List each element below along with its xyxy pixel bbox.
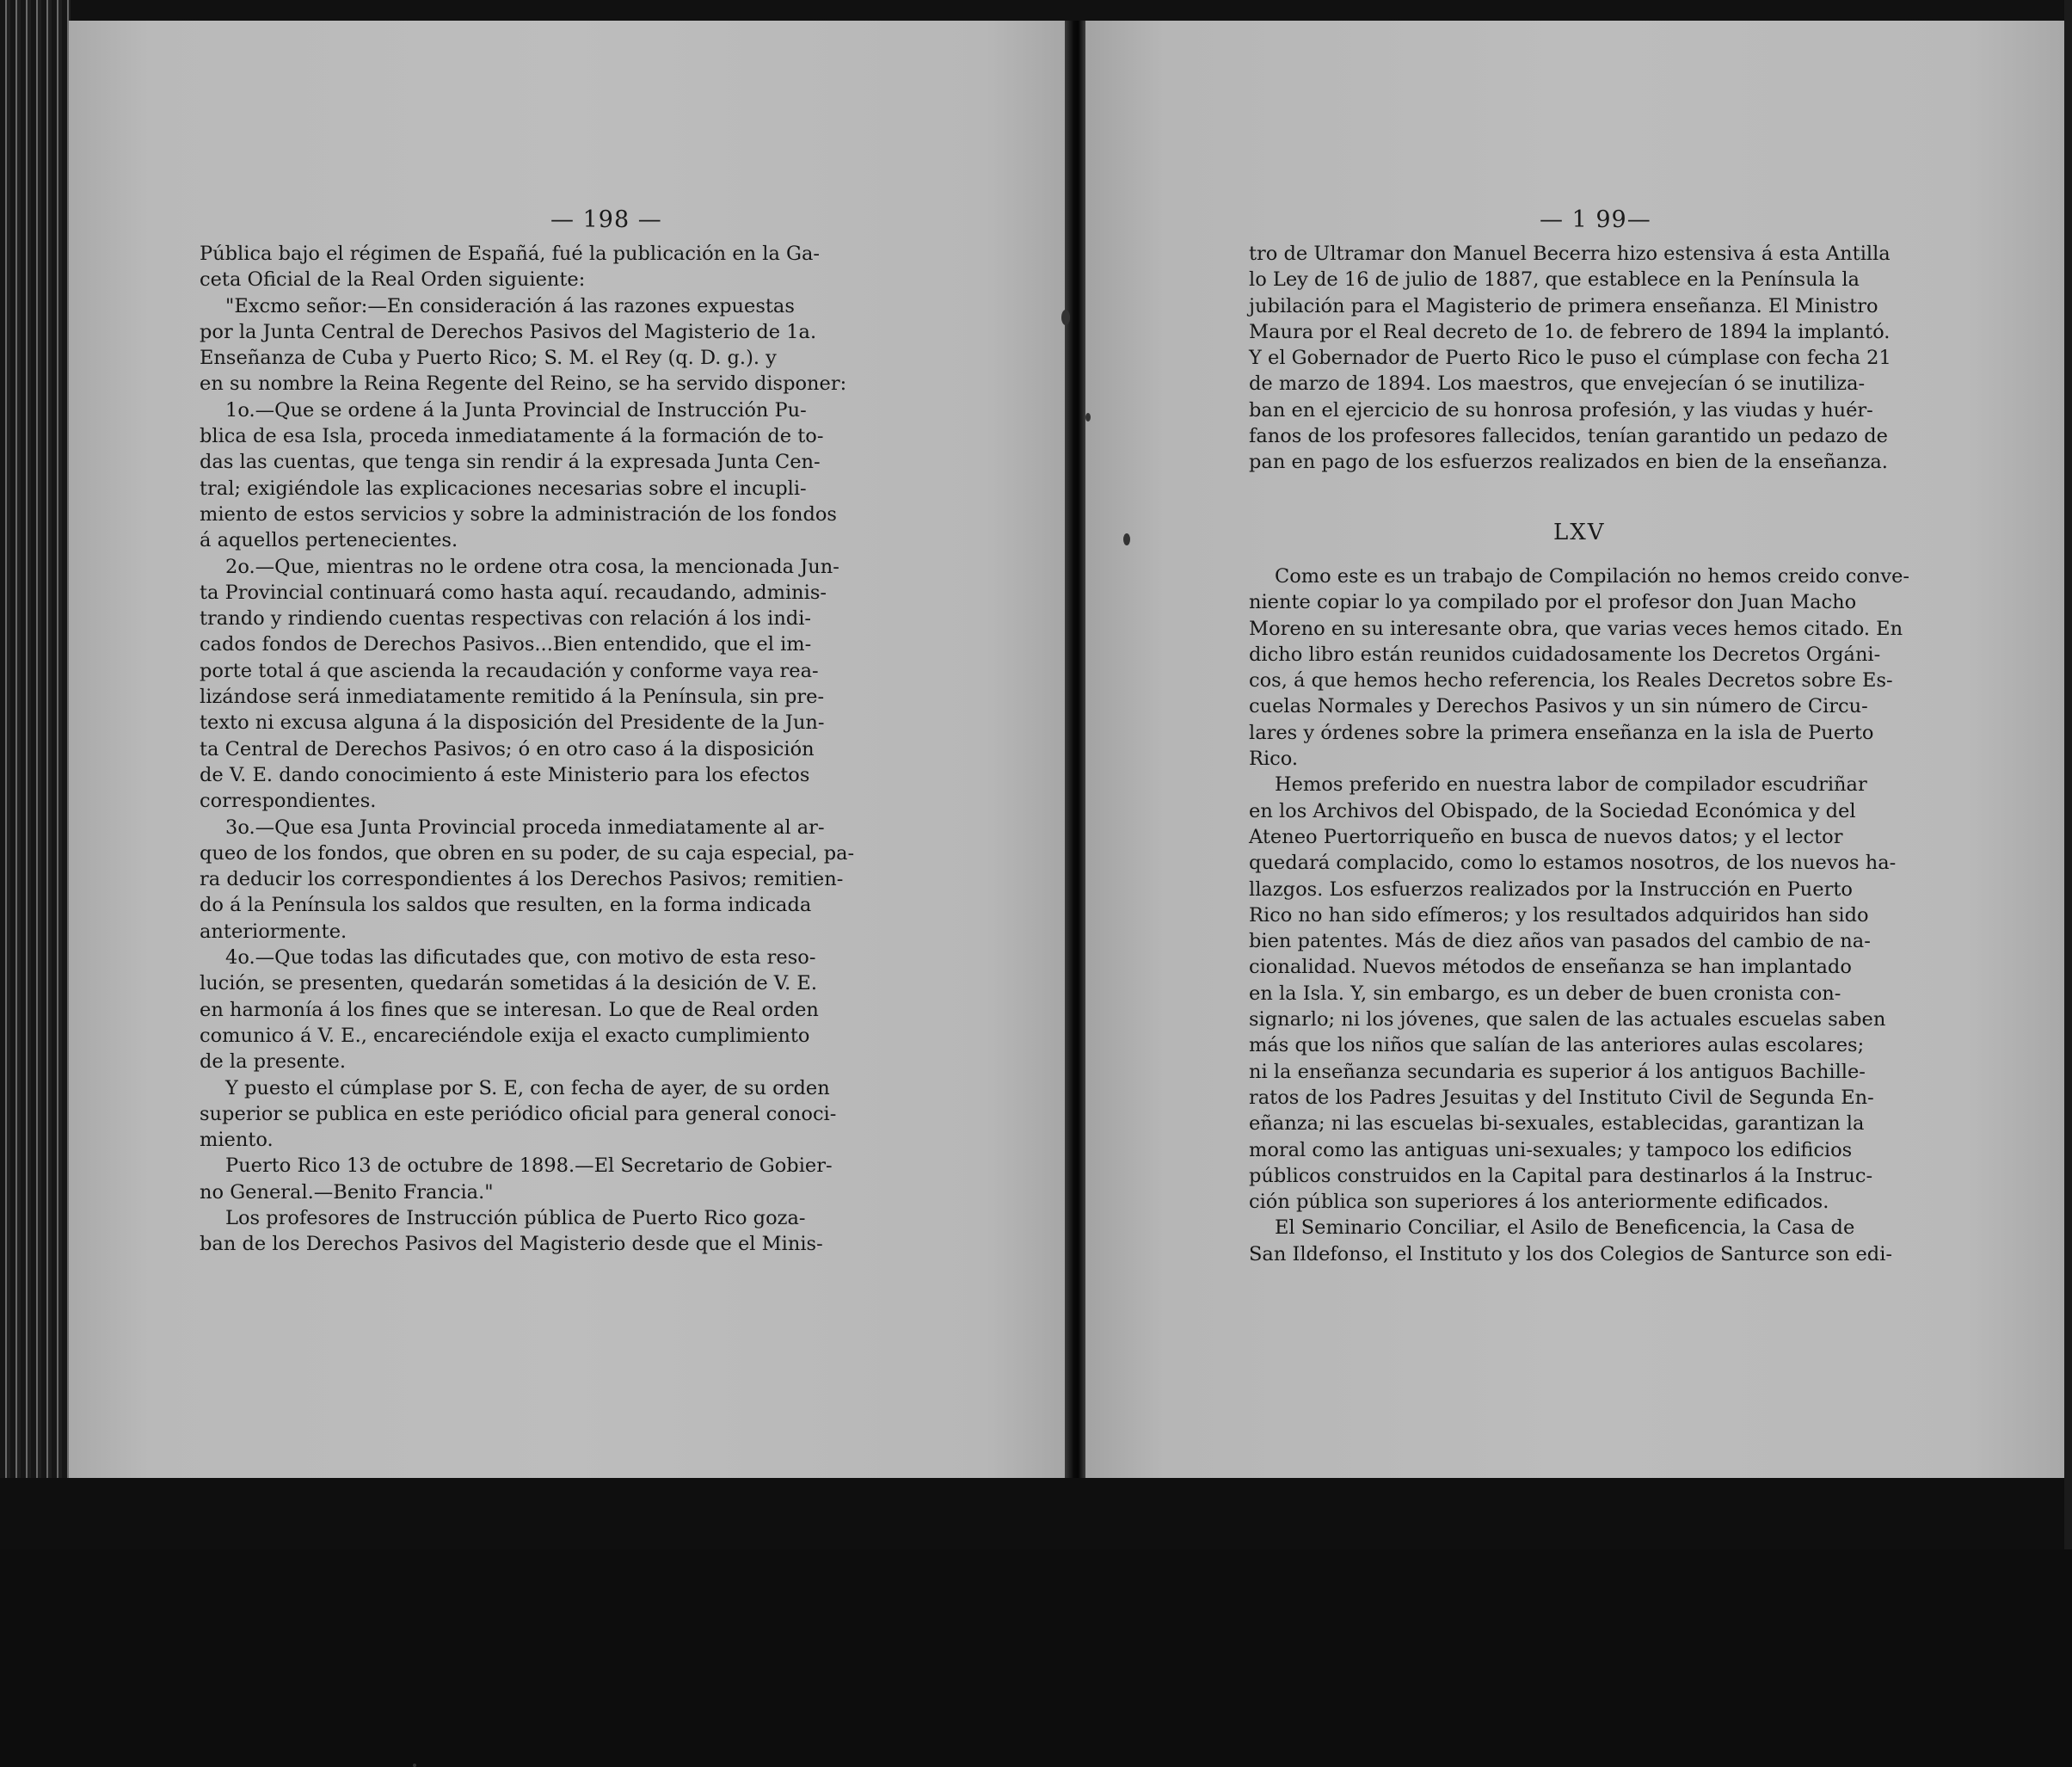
text-line: ceta Oficial de la Real Orden siguiente: [200, 268, 586, 292]
text-line: en la Isla. Y, sin embargo, es un deber de buen cronista con- [1249, 982, 1841, 1005]
text-line: por la Junta Central de Derechos Pasivos del Magisterio de 1a. [200, 320, 817, 343]
text-line: ratos de los Padres Jesuitas y del Instituto Civil de Segunda En- [1249, 1086, 1874, 1109]
text-line: ban en el ejercicio de su honrosa profesión, y las viudas y huér- [1249, 398, 1873, 422]
text-line: 3o.—Que esa Junta Provincial proceda inmediatamente al ar- [225, 816, 825, 839]
text-line: niente copiar lo ya compilado por el profesor don Juan Macho [1249, 591, 1857, 614]
text-line: Ateneo Puertorriqueño en busca de nuevos datos; y el lector [1249, 825, 1843, 848]
text-line: Maura por el Real decreto de 1o. de febrero de 1894 la implantó. [1249, 320, 1891, 343]
text-line: en su nombre la Reina Regente del Reino, se ha servido disponer: [200, 372, 847, 396]
ink-blot [1123, 533, 1130, 545]
text-line: de la presente. [200, 1050, 346, 1074]
text-line: Rico no han sido efímeros; y los resultados adquiridos han sido [1249, 903, 1869, 927]
text-line: Los profesores de Instrucción pública de Puerto Rico goza- [225, 1206, 806, 1229]
text-line: ban de los Derechos Pasivos del Magisterio desde que el Minis- [200, 1233, 823, 1256]
ink-blot [1085, 413, 1091, 422]
text-line: anteriormente. [200, 920, 347, 943]
text-line: ni la enseñanza secundaria es superior á los antiguos Bachille- [1249, 1060, 1866, 1083]
text-line: Y puesto el cúmplase por S. E, con fecha de ayer, de su orden [225, 1076, 830, 1099]
section-heading: LXV [1553, 520, 1606, 545]
text-line: de marzo de 1894. Los maestros, que envejecían ó se inutiliza- [1249, 372, 1866, 396]
right-page-number: — 1 99— [1540, 206, 1651, 233]
scan-right-border [2064, 0, 2072, 1549]
text-line: Enseñanza de Cuba y Puerto Rico; S. M. el Rey (q. D. g.). y [200, 347, 777, 370]
text-line: miento. [200, 1129, 274, 1152]
text-line: trando y rindiendo cuentas respectivas con relación á los indi- [200, 607, 812, 631]
ink-blot [1061, 310, 1070, 325]
text-line: llazgos. Los esfuerzos realizados por la Instrucción en Puerto [1249, 877, 1853, 901]
text-line: "Excmo señor:—En consideración á las razones expuestas [225, 294, 795, 317]
text-line: lución, se presenten, quedarán sometidas á la desición de V. E. [200, 972, 818, 995]
left-page-number: — 198 — [550, 206, 662, 233]
text-line: Puerto Rico 13 de octubre de 1898.—El Secretario de Gobier- [225, 1154, 833, 1178]
text-line: das las cuentas, que tenga sin rendir á la expresada Junta Cen- [200, 451, 821, 474]
text-line: miento de estos servicios y sobre la administración de los fondos [200, 502, 837, 526]
scan-top-border [0, 0, 2072, 21]
text-line: jubilación para el Magisterio de primera enseñanza. El Ministro [1249, 294, 1878, 317]
text-line: signarlo; ni los jóvenes, que salen de las actuales escuelas saben [1249, 1008, 1886, 1031]
text-line: moral como las antiguas uni-sexuales; y tampoco los edificios [1249, 1138, 1853, 1161]
text-line: ción pública son superiores á los anteriormente edificados. [1249, 1191, 1829, 1214]
text-line: pan en pago de los esfuerzos realizados en bien de la enseñanza. [1249, 451, 1888, 474]
book-gutter [1065, 21, 1087, 1478]
right-page-text-section [1249, 563, 1909, 1267]
text-line: Como este es un trabajo de Compilación no hemos creido conve- [1275, 565, 1909, 588]
text-line: eñanza; ni las escuelas bi-sexuales, establecidas, garantizan la [1249, 1112, 1865, 1136]
text-line: lares y órdenes sobre la primera enseñanza en la isla de Puerto [1249, 721, 1874, 744]
text-line: San Ildefonso, el Instituto y los dos Colegios de Santurce son edi- [1249, 1242, 1893, 1265]
text-line: queo de los fondos, que obren en su poder, de su caja especial, pa- [200, 841, 855, 865]
text-line: tro de Ultramar don Manuel Becerra hizo estensiva á esta Antilla [1249, 243, 1891, 265]
text-line: cionalidad. Nuevos métodos de enseñanza se han implantado [1249, 956, 1852, 979]
text-line: dicho libro están reunidos cuidadosamente los Decretos Orgáni- [1249, 643, 1881, 666]
ink-blot [413, 1764, 416, 1767]
text-line: fanos de los profesores fallecidos, tenían garantido un pedazo de [1249, 425, 1888, 448]
text-line: comunico á V. E., encareciéndole exija el exacto cumplimiento [200, 1024, 810, 1047]
text-line: do á la Península los saldos que resulten, en la forma indicada [200, 894, 812, 917]
text-line: correspondientes. [200, 790, 377, 813]
text-line: Moreno en su interesante obra, que varias veces hemos citado. En [1249, 617, 1903, 640]
text-line: texto ni excusa alguna á la disposición del Presidente de la Jun- [200, 711, 825, 735]
text-line: cuelas Normales y Derechos Pasivos y un sin número de Circu- [1249, 695, 1868, 718]
text-line: bien patentes. Más de diez años van pasados del cambio de na- [1249, 930, 1871, 953]
text-line: á aquellos pertenecientes. [200, 529, 458, 552]
text-line: blica de esa Isla, proceda inmediatamente á la formación de to- [200, 425, 824, 448]
text-line: ta Provincial continuará como hasta aquí. recaudando, adminis- [200, 581, 827, 604]
scan-bottom-border [0, 1478, 2072, 1549]
text-line: públicos construidos en la Capital para destinarlos á la Instruc- [1249, 1164, 1873, 1187]
text-line: Rico. [1249, 748, 1299, 771]
text-line: 4o.—Que todas las dificutades que, con motivo de esta reso- [225, 946, 816, 970]
text-line: Hemos preferido en nuestra labor de compilador escudriñar [1275, 773, 1867, 797]
left-page-text [200, 241, 929, 1258]
text-line: superior se publica en este periódico oficial para general conoci- [200, 1102, 837, 1125]
text-line: más que los niños que salían de las anteriores aulas escolares; [1249, 1034, 1865, 1057]
text-line: Pública bajo el régimen de Españá, fué la publicación en la Ga- [200, 243, 821, 265]
text-line: 2o.—Que, mientras no le ordene otra cosa, la mencionada Jun- [225, 555, 839, 578]
page-stack-edges [0, 0, 71, 1549]
text-line: ra deducir los correspondientes á los Derechos Pasivos; remitien- [200, 868, 844, 891]
text-line: tral; exigiéndole las explicaciones necesarias sobre el incupli- [200, 477, 807, 500]
text-line: cados fondos de Derechos Pasivos...Bien entendido, que el im- [200, 633, 812, 656]
text-line: de V. E. dando conocimiento á este Ministerio para los efectos [200, 763, 810, 786]
text-line: Y el Gobernador de Puerto Rico le puso el cúmplase con fecha 21 [1249, 347, 1891, 370]
text-line: quedará complacido, como lo estamos nosotros, de los nuevos ha- [1249, 852, 1897, 875]
text-line: lo Ley de 16 de julio de 1887, que establece en la Península la [1249, 268, 1860, 292]
text-line: en los Archivos del Obispado, de la Sociedad Económica y del [1249, 799, 1856, 822]
right-page-text-top [1249, 241, 1903, 476]
text-line: lizándose será inmediatamente remitido á la Península, sin pre- [200, 686, 825, 709]
text-line: en harmonía á los fines que se interesan. Lo que de Real orden [200, 998, 819, 1021]
text-line: cos, á que hemos hecho referencia, los Reales Decretos sobre Es- [1249, 669, 1893, 693]
text-line: El Seminario Conciliar, el Asilo de Beneficencia, la Casa de [1275, 1216, 1855, 1240]
text-line: porte total á que ascienda la recaudación y conforme vaya rea- [200, 659, 819, 682]
text-line: ta Central de Derechos Pasivos; ó en otro caso á la disposición [200, 737, 815, 760]
text-line: 1o.—Que se ordene á la Junta Provincial de Instrucción Pu- [225, 398, 807, 422]
text-line: no General.—Benito Francia." [200, 1180, 494, 1204]
